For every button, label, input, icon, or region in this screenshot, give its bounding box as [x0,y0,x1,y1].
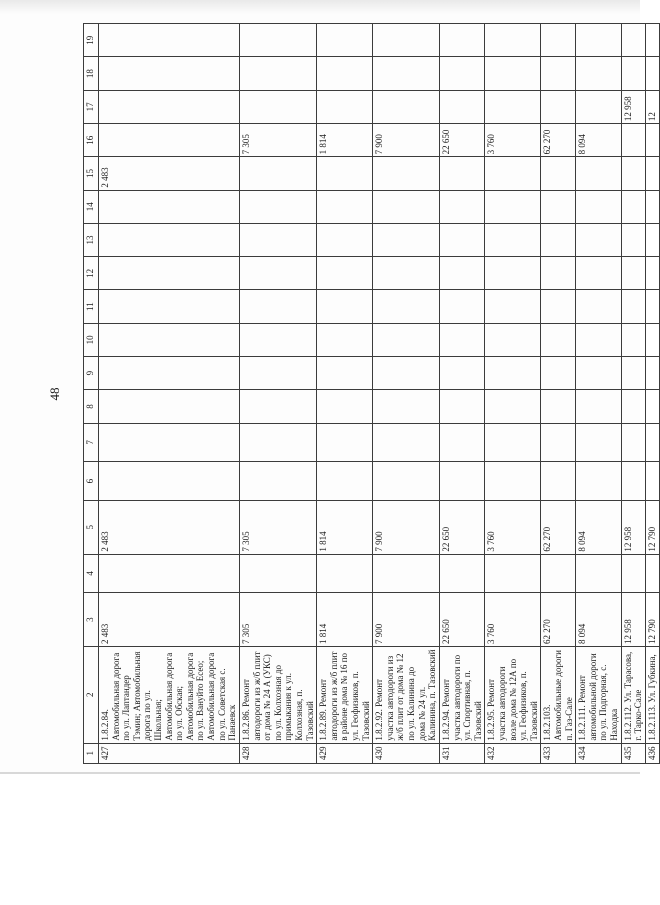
value-cell [541,462,576,501]
table-row [485,24,541,764]
value-cell [541,90,576,123]
value-cell [485,323,541,356]
value-cell [99,290,240,323]
description-cell: 1.8.2.92. Ремонт участка автодороги из ж/б плит от дома № 12 по ул. Калинина до дома № 24 ул. Калинина, п. Тазовский [373,646,440,743]
value-cell: 8 094 [576,124,621,157]
value-cell [576,24,621,58]
value-cell: 12 790 [645,500,659,554]
value-cell [645,24,659,58]
column-header: 5 [84,500,99,554]
value-cell [239,257,316,290]
table-header-row [84,24,99,764]
description-cell: 1.8.2.103. Автомобильные дороги п. Газ-Сале [541,646,576,743]
value-cell: 62 270 [541,593,576,647]
value-cell [99,223,240,256]
value-cell: 12 [645,90,659,123]
value-cell [373,257,440,290]
value-cell: 7 305 [239,593,316,647]
value-cell [576,57,621,90]
value-cell [485,190,541,223]
value-cell [541,290,576,323]
value-cell [439,57,484,90]
value-cell [485,24,541,58]
value-cell [645,57,659,90]
value-cell: 12 958 [621,593,645,647]
value-cell [645,190,659,223]
description-cell: 1.8.2.94. Ремонт участка автодороги по ул. Спортивная, п. Тазовский [439,646,484,743]
table-row [439,24,484,764]
value-cell [645,323,659,356]
value-cell [317,90,373,123]
value-cell [576,90,621,123]
value-cell [541,554,576,593]
value-cell [373,24,440,58]
row-number-cell: 427 [99,743,240,763]
row-number-cell: 430 [373,743,440,763]
value-cell [645,257,659,290]
value-cell [239,462,316,501]
table-row [576,24,621,764]
column-header: 11 [84,290,99,323]
column-header: 12 [84,257,99,290]
value-cell [485,90,541,123]
value-cell [645,390,659,423]
value-cell [239,357,316,390]
value-cell [621,390,645,423]
column-header: 18 [84,57,99,90]
value-cell [239,90,316,123]
value-cell [439,157,484,190]
value-cell [485,157,541,190]
value-cell [239,190,316,223]
value-cell [576,257,621,290]
column-header: 15 [84,157,99,190]
description-cell: 1.8.2.86. Ремонт автодороги из ж/б плит от дома № 24 А (УКС) по ул. Колхозная до примыкания к ул. Колхозная, п. Тазовский [239,646,316,743]
column-header: 4 [84,554,99,593]
value-cell [576,390,621,423]
value-cell [576,223,621,256]
value-cell [239,290,316,323]
table-row [239,24,316,764]
table-row [373,24,440,764]
value-cell [645,357,659,390]
value-cell [99,124,240,157]
value-cell [439,24,484,58]
value-cell [645,462,659,501]
column-header: 10 [84,323,99,356]
value-cell: 2 483 [99,500,240,554]
value-cell [317,390,373,423]
page-number: 48 [47,387,62,401]
value-cell: 1 814 [317,124,373,157]
value-cell: 62 270 [541,500,576,554]
value-cell [239,57,316,90]
column-header: 17 [84,90,99,123]
value-cell [439,290,484,323]
value-cell [485,223,541,256]
blank-margin [0,774,640,905]
value-cell [373,554,440,593]
value-cell [439,554,484,593]
column-header: 7 [84,423,99,462]
value-cell: 12 790 [645,593,659,647]
value-cell [373,90,440,123]
row-number-cell: 431 [439,743,484,763]
value-cell [439,223,484,256]
value-cell [541,390,576,423]
column-header: 9 [84,357,99,390]
value-cell [576,290,621,323]
value-cell [439,257,484,290]
value-cell [373,390,440,423]
value-cell [99,24,240,58]
value-cell [645,554,659,593]
table-row [99,24,240,764]
value-cell [317,157,373,190]
value-cell [317,357,373,390]
value-cell: 22 650 [439,500,484,554]
value-cell: 8 094 [576,500,621,554]
value-cell [239,157,316,190]
value-cell [317,24,373,58]
description-cell: 1.8.2.111. Ремонт автомобильной дороги по ул. Подгорная, с. Находка [576,646,621,743]
value-cell [485,290,541,323]
value-cell [621,57,645,90]
value-cell [621,157,645,190]
value-cell: 62 270 [541,124,576,157]
value-cell [541,57,576,90]
row-number-cell: 436 [645,743,659,763]
table-row [621,24,645,764]
value-cell [645,290,659,323]
row-number-cell: 432 [485,743,541,763]
description-cell: 1.8.2.95. Ремонт участка автодороги возле дома № 12А по ул. Геофизиков, п. Тазовский [485,646,541,743]
description-cell: 1.8.2.89. Ремонт автодороги из ж/б плит в районе дома № 16 по ул. Геофизиков, п. Тазовский [317,646,373,743]
value-cell [576,554,621,593]
row-number-cell: 428 [239,743,316,763]
value-cell [99,462,240,501]
value-cell: 2 483 [99,593,240,647]
value-cell [317,190,373,223]
value-cell [621,357,645,390]
value-cell: 22 650 [439,593,484,647]
value-cell [99,90,240,123]
value-cell [439,390,484,423]
value-cell [317,290,373,323]
value-cell [645,124,659,157]
value-cell [541,423,576,462]
value-cell [576,323,621,356]
value-cell: 12 958 [621,500,645,554]
value-cell [621,462,645,501]
value-cell: 1 814 [317,500,373,554]
value-cell: 22 650 [439,124,484,157]
column-header: 2 [84,646,99,743]
value-cell [317,423,373,462]
page-top-edge [0,0,640,14]
description-cell: 1.8.2.113. Ул. Губкина, [645,646,659,743]
value-cell [439,90,484,123]
value-cell [373,57,440,90]
value-cell [621,257,645,290]
row-number-cell: 435 [621,743,645,763]
value-cell [576,357,621,390]
value-cell [485,390,541,423]
value-cell [239,423,316,462]
value-cell [373,462,440,501]
value-cell [317,323,373,356]
value-cell: 3 760 [485,500,541,554]
value-cell [485,257,541,290]
value-cell [239,390,316,423]
value-cell [541,24,576,58]
value-cell: 8 094 [576,593,621,647]
value-cell [373,190,440,223]
value-cell [317,257,373,290]
value-cell [621,323,645,356]
value-cell [485,423,541,462]
value-cell [373,423,440,462]
value-cell [239,223,316,256]
value-cell: 3 760 [485,124,541,157]
column-header: 19 [84,24,99,58]
value-cell [541,223,576,256]
value-cell: 2 483 [99,157,240,190]
value-cell [621,423,645,462]
value-cell [485,554,541,593]
value-cell [439,423,484,462]
value-cell [485,357,541,390]
value-cell [373,157,440,190]
value-cell [317,57,373,90]
value-cell [439,462,484,501]
value-cell [239,323,316,356]
value-cell [373,323,440,356]
value-cell [99,390,240,423]
column-header: 8 [84,390,99,423]
value-cell [541,357,576,390]
value-cell: 7 305 [239,500,316,554]
table-row [645,24,659,764]
column-header: 3 [84,593,99,647]
value-cell [99,190,240,223]
value-cell [576,462,621,501]
value-cell [373,357,440,390]
value-cell [541,157,576,190]
description-cell: 1.8.2.112. Ул. Тарасова, г. Тарко-Сале [621,646,645,743]
value-cell [576,190,621,223]
value-cell [485,57,541,90]
value-cell: 7 900 [373,593,440,647]
value-cell [576,423,621,462]
value-cell [439,190,484,223]
column-header: 14 [84,190,99,223]
value-cell [541,323,576,356]
column-header: 16 [84,124,99,157]
value-cell [99,257,240,290]
value-cell [99,57,240,90]
value-cell: 7 900 [373,500,440,554]
value-cell [317,223,373,256]
value-cell: 7 305 [239,124,316,157]
value-cell [373,223,440,256]
value-cell [621,190,645,223]
table-row [317,24,373,764]
value-cell [99,323,240,356]
value-cell [99,554,240,593]
value-cell [541,257,576,290]
value-cell [239,554,316,593]
value-cell [317,554,373,593]
value-cell: 12 958 [621,90,645,123]
value-cell [645,223,659,256]
value-cell [645,423,659,462]
value-cell [485,462,541,501]
budget-table [83,23,660,764]
row-number-cell: 433 [541,743,576,763]
value-cell [621,24,645,58]
column-header: 6 [84,462,99,501]
row-number-cell: 434 [576,743,621,763]
value-cell [621,223,645,256]
value-cell [621,554,645,593]
row-number-cell: 429 [317,743,373,763]
value-cell [576,157,621,190]
description-cell: 1.8.2.84. Автомобильная дорога по ул. Лаптандер Тэмин; Автомобильная дорога по ул. Школьная; Автомобильная дорога по ул. Обская; Автомобильная дорога по ул. Вануйто Есео; Автомобильная дорога по ул. Советская с. Панаевск [99,646,240,743]
value-cell [621,124,645,157]
value-cell [439,323,484,356]
value-cell [645,157,659,190]
table-row [541,24,576,764]
value-cell: 7 900 [373,124,440,157]
value-cell [373,290,440,323]
value-cell [621,290,645,323]
column-header: 1 [84,743,99,763]
value-cell [99,423,240,462]
value-cell [239,24,316,58]
value-cell: 1 814 [317,593,373,647]
column-header: 13 [84,223,99,256]
value-cell [439,357,484,390]
value-cell [99,357,240,390]
value-cell: 3 760 [485,593,541,647]
value-cell [317,462,373,501]
value-cell [541,190,576,223]
